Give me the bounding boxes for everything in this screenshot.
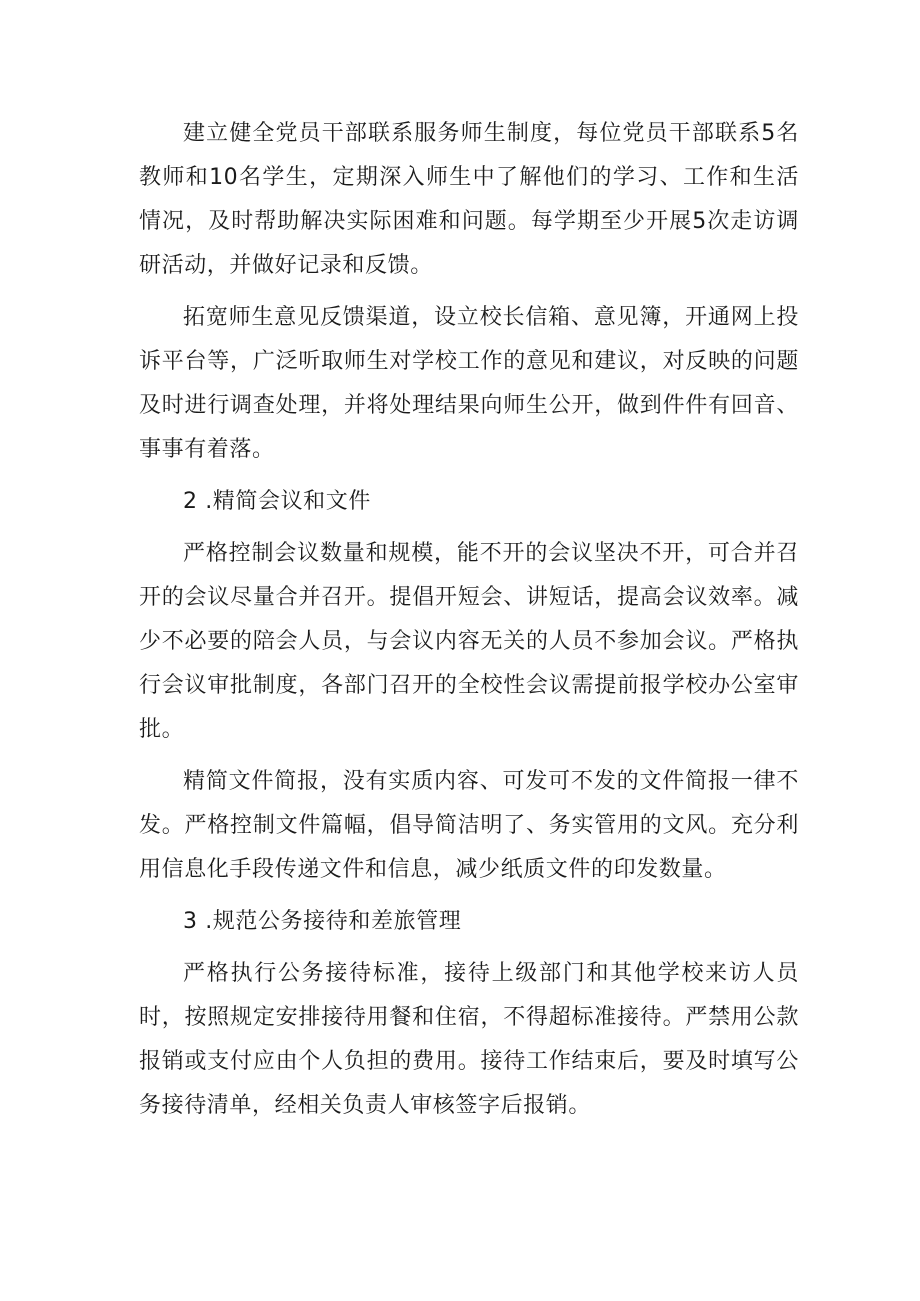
section-heading-reception: 3 .规范公务接待和差旅管理 <box>183 909 462 934</box>
paragraph-document-simplify: 精简文件简报，没有实质内容、可发可不发的文件简报一律不发。严格控制文件篇幅，倡导简洁明了、务实管用的文风。充分利用信息化手段传递文件和信息，减少纸质文件的印发数量。 <box>139 769 799 882</box>
paragraph-contact-system: 建立健全党员干部联系服务师生制度，每位党员干部联系5名教师和10名学生，定期深入师生中了解他们的学习、工作和生活情况，及时帮助解决实际困难和问题。每学期至少开展5次走访调研活动，并做好记录和反馈。 <box>139 121 799 278</box>
paragraph-meeting-control: 严格控制会议数量和规模，能不开的会议坚决不开，可合并召开的会议尽量合并召开。提倡开短会、讲短话，提高会议效率。减少不必要的陪会人员，与会议内容无关的人员不参加会议。严格执行会议审批制度，各部门召开的全校性会议需提前报学校办公室审批。 <box>139 541 799 742</box>
paragraph-feedback-channels: 拓宽师生意见反馈渠道，设立校长信箱、意见簿，开通网上投诉平台等，广泛听取师生对学校工作的意见和建议，对反映的问题及时进行调查处理，并将处理结果向师生公开，做到件件有回音、事事有着落。 <box>139 305 799 462</box>
paragraph-reception-standards: 严格执行公务接待标准，接待上级部门和其他学校来访人员时，按照规定安排接待用餐和住宿，不得超标准接待。严禁用公款报销或支付应由个人负担的费用。接待工作结束后，要及时填写公务接待清单，经相关负责人审核签字后报销。 <box>139 961 799 1118</box>
document-body <box>139 112 799 1136</box>
section-heading-meetings: 2 .精简会议和文件 <box>183 489 371 514</box>
